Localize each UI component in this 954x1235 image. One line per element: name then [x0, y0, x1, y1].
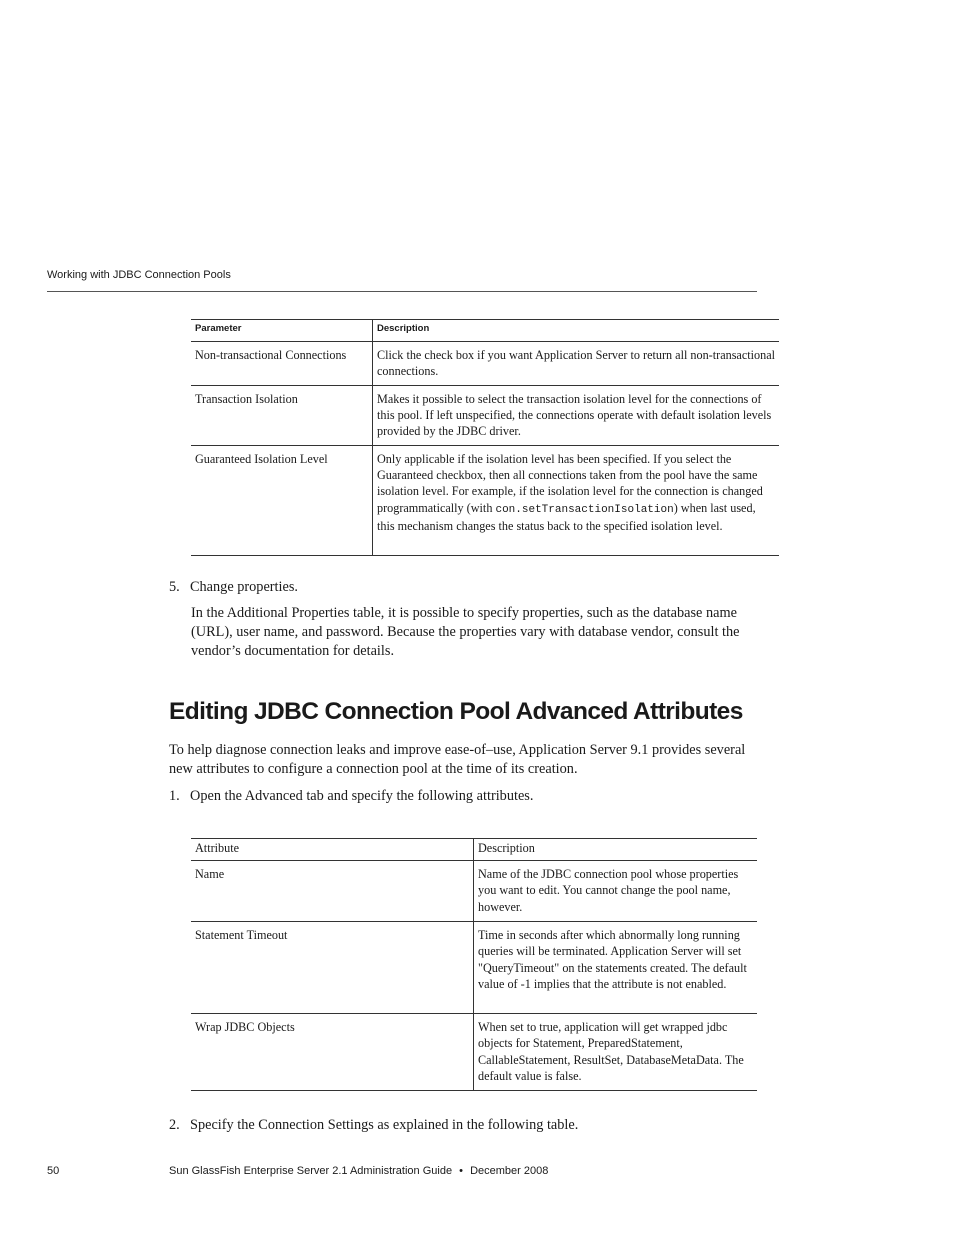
table-row	[191, 922, 757, 1014]
step-text: Specify the Connection Settings as explained in the following table.	[190, 1117, 579, 1133]
column-header: Description	[373, 320, 780, 342]
description-cell	[373, 446, 780, 556]
table-row	[191, 446, 779, 556]
book-title: Sun GlassFish Enterprise Server 2.1 Administration Guide	[169, 1165, 453, 1177]
parameters-table	[191, 319, 779, 556]
table-row	[191, 386, 779, 446]
table-row	[191, 861, 757, 922]
step-1	[169, 787, 759, 807]
attribute-cell: Name	[191, 861, 474, 922]
parameter-cell: Transaction Isolation	[191, 386, 373, 446]
description-cell: When set to true, application will get wrapped jdbc objects for Statement, PreparedStatement, CallableStatement, ResultSet, DatabaseMetaData. The default value is false.	[474, 1014, 758, 1091]
header-rule	[47, 291, 757, 292]
step-5	[169, 578, 759, 598]
table-header-row	[191, 320, 779, 342]
description-text: Only applicable if the isolation level has been specified. If you select the Guaranteed checkbox, then all connections taken from the pool have the same isolation level. For example, if the isolation level for the connection is changed programmatically (with	[377, 452, 763, 515]
table-row	[191, 342, 779, 386]
column-header: Parameter	[191, 320, 373, 342]
footer-separator: •	[459, 1165, 463, 1177]
description-cell: Time in seconds after which abnormally long running queries will be terminated. Application Server will set "QueryTimeout" on the statements created. The default value of -1 implies that the attribute is not enabled.	[474, 922, 758, 1014]
description-cell: Click the check box if you want Application Server to return all non-transactional connections.	[373, 342, 780, 386]
attribute-cell: Statement Timeout	[191, 922, 474, 1014]
step-2	[169, 1116, 759, 1136]
table-row	[191, 1014, 757, 1091]
running-header: Working with JDBC Connection Pools	[47, 269, 231, 281]
intro-paragraph: To help diagnose connection leaks and improve ease-of–use, Application Server 9.1 provides several new attributes to configure a connection pool at the time of its creation.	[169, 742, 746, 777]
column-header: Description	[474, 839, 758, 861]
parameter-cell: Guaranteed Isolation Level	[191, 446, 373, 556]
description-cell: Name of the JDBC connection pool whose properties you want to edit. You cannot change the pool name, however.	[474, 861, 758, 922]
publication-date: December 2008	[470, 1165, 549, 1177]
table-header-row	[191, 839, 757, 861]
step-text: Change properties.	[190, 579, 298, 595]
description-cell: Makes it possible to select the transaction isolation level for the connections of this pool. If left unspecified, the connections operate with default isolation levels provided by the JDBC driver.	[373, 386, 780, 446]
code-snippet: con.setTransactionIsolation	[495, 503, 674, 516]
parameter-cell: Non-transactional Connections	[191, 342, 373, 386]
page-number: 50	[47, 1165, 60, 1177]
attribute-cell: Wrap JDBC Objects	[191, 1014, 474, 1091]
step-number: 5.	[169, 579, 180, 595]
footer-title	[169, 1165, 548, 1177]
step-text: Open the Advanced tab and specify the following attributes.	[190, 788, 534, 804]
step-number: 2.	[169, 1117, 180, 1133]
section-heading: Editing JDBC Connection Pool Advanced Attributes	[169, 698, 743, 725]
step-number: 1.	[169, 788, 180, 804]
attributes-table	[191, 838, 757, 1091]
description-text: ) when last used, this mechanism changes the status back to the specified isolation level.	[377, 500, 756, 533]
column-header: Attribute	[191, 839, 474, 861]
step-5-body: In the Additional Properties table, it is possible to specify properties, such as the database name (URL), user name, and password. Because the properties vary with database vendor, consult the vendor’s documentation for details.	[191, 605, 740, 659]
